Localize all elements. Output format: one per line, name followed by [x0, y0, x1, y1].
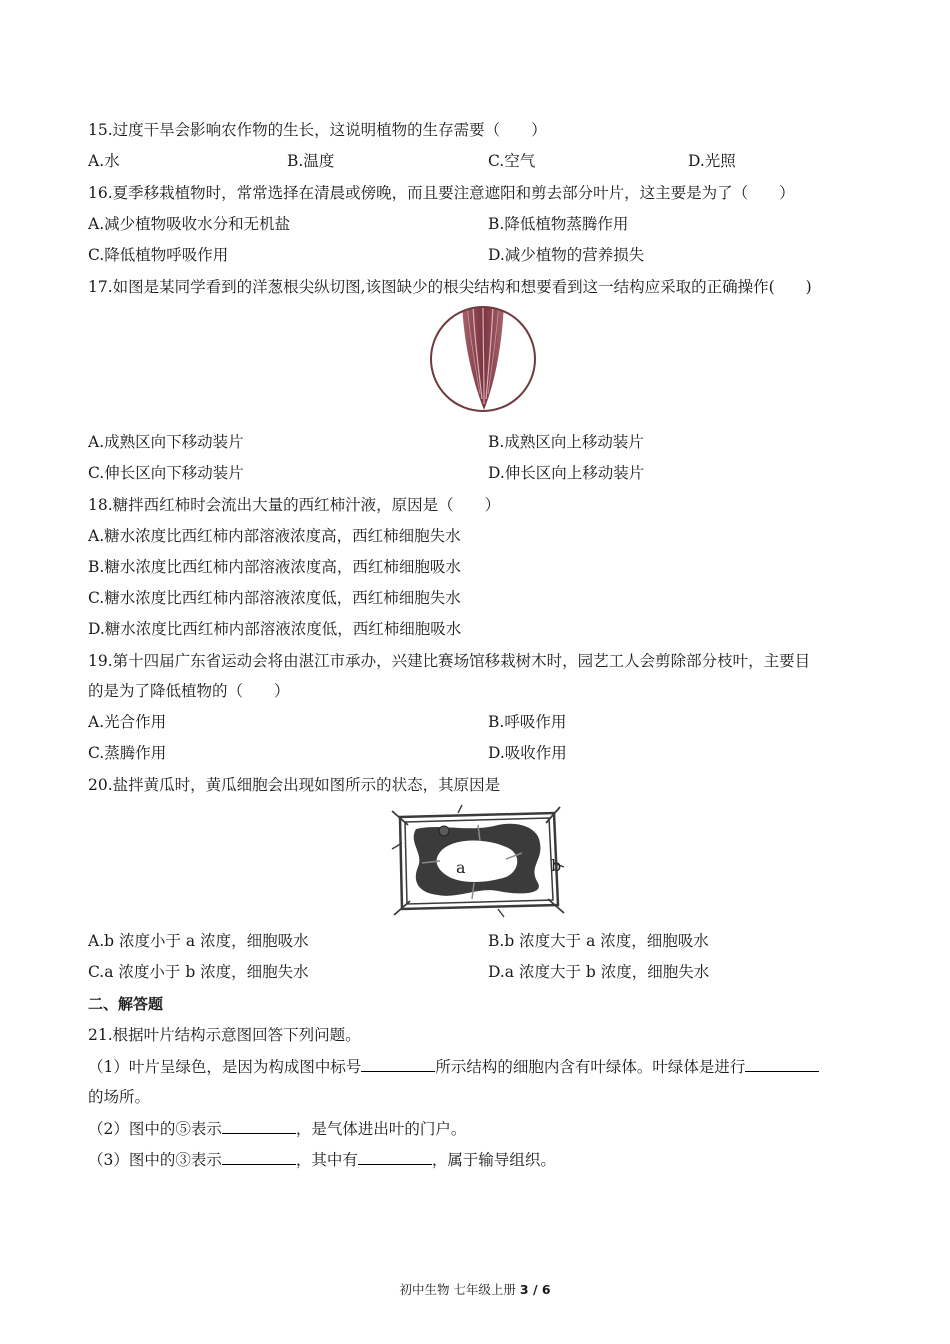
q16-stem: 16.夏季移栽植物时，常常选择在清晨或傍晚，而且要注意遮阳和剪去部分叶片，这主要是为了（ ）	[88, 184, 795, 202]
q19-option-d: D.吸收作用	[488, 744, 567, 762]
q15-option-b: B.温度	[287, 152, 335, 170]
answer-blank[interactable]	[222, 1148, 296, 1165]
cucumber-cell-figure	[388, 803, 568, 919]
q19-option-a: A.光合作用	[88, 713, 167, 731]
q21-part3-text-c: ，属于输导组织。	[431, 1151, 556, 1169]
q17-option-d: D.伸长区向上移动装片	[488, 464, 645, 482]
q21-part1-text-a: （1）叶片呈绿色，是因为构成图中标号	[88, 1058, 362, 1076]
q21-part3-text-b: ，其中有	[295, 1151, 358, 1169]
q18-option-d: D.糖水浓度比西红柿内部溶液浓度低，西红柿细胞吸水	[88, 620, 462, 638]
section-title: 二、解答题	[88, 995, 164, 1013]
q20-option-a: A.b 浓度小于 a 浓度，细胞吸水	[88, 932, 309, 950]
q21-part1-text-b: 所示结构的细胞内含有叶绿体。叶绿体是进行	[435, 1058, 746, 1076]
label-b: b	[551, 856, 562, 875]
q20-option-b: B.b 浓度大于 a 浓度，细胞吸水	[488, 932, 709, 950]
q16-option-b: B.降低植物蒸腾作用	[488, 215, 629, 233]
q20-stem: 20.盐拌黄瓜时，黄瓜细胞会出现如图所示的状态，其原因是	[88, 776, 501, 794]
q20-option-d: D.a 浓度大于 b 浓度，细胞失水	[488, 963, 710, 981]
answer-blank[interactable]	[745, 1055, 819, 1072]
q18-option-c: C.糖水浓度比西红柿内部溶液浓度低，西红柿细胞失水	[88, 589, 461, 607]
q18-option-b: B.糖水浓度比西红柿内部溶液浓度高，西红柿细胞吸水	[88, 558, 461, 576]
q19-option-b: B.呼吸作用	[488, 713, 567, 731]
answer-blank[interactable]	[361, 1055, 435, 1072]
q21-part1-line2: 的场所。	[88, 1088, 151, 1106]
q18-option-a: A.糖水浓度比西红柿内部溶液浓度高，西红柿细胞失水	[88, 527, 461, 545]
onion-root-tip-figure	[424, 304, 542, 416]
label-a: a	[456, 858, 466, 877]
q19-option-c: C.蒸腾作用	[88, 744, 167, 762]
q17-option-c: C.伸长区向下移动装片	[88, 464, 244, 482]
q17-option-a: A.成熟区向下移动装片	[88, 433, 244, 451]
q21-part2-text-b: ，是气体进出叶的门户。	[295, 1120, 467, 1138]
q21-part2-text-a: （2）图中的⑤表示	[88, 1120, 222, 1138]
answer-blank[interactable]	[358, 1148, 432, 1165]
q15-option-d: D.光照	[688, 152, 736, 170]
footer-text: 初中生物 七年级上册	[399, 1282, 520, 1297]
q18-stem: 18.糖拌西红柿时会流出大量的西红柿汁液，原因是（ ）	[88, 496, 501, 514]
q21-part1-line1	[88, 1055, 819, 1078]
q15-stem: 15.过度干旱会影响农作物的生长，这说明植物的生存需要（ ）	[88, 121, 547, 139]
q21-part3-text-a: （3）图中的③表示	[88, 1151, 222, 1169]
answer-blank[interactable]	[222, 1117, 296, 1134]
q20-option-c: C.a 浓度小于 b 浓度，细胞失水	[88, 963, 309, 981]
q21-stem: 21.根据叶片结构示意图回答下列问题。	[88, 1026, 361, 1044]
q17-option-b: B.成熟区向上移动装片	[488, 433, 644, 451]
q16-option-d: D.减少植物的营养损失	[488, 246, 645, 264]
q17-stem: 17.如图是某同学看到的洋葱根尖纵切图,该图缺少的根尖结构和想要看到这一结构应采取的正确操作( )	[88, 278, 812, 296]
q16-option-c: C.降低植物呼吸作用	[88, 246, 229, 264]
page-footer	[0, 1280, 950, 1298]
q15-option-a: A.水	[88, 152, 120, 170]
q19-stem-line1: 19.第十四届广东省运动会将由湛江市承办，兴建比赛场馆移栽树木时，园艺工人会剪除部分枝叶，主要目	[88, 652, 811, 670]
q15-option-c: C.空气	[488, 152, 536, 170]
q21-part3	[88, 1148, 556, 1171]
q16-option-a: A.减少植物吸收水分和无机盐	[88, 215, 291, 233]
q21-part2	[88, 1117, 466, 1140]
page-number: 3 / 6	[519, 1282, 551, 1297]
q19-stem-line2: 的是为了降低植物的（ ）	[88, 682, 290, 700]
